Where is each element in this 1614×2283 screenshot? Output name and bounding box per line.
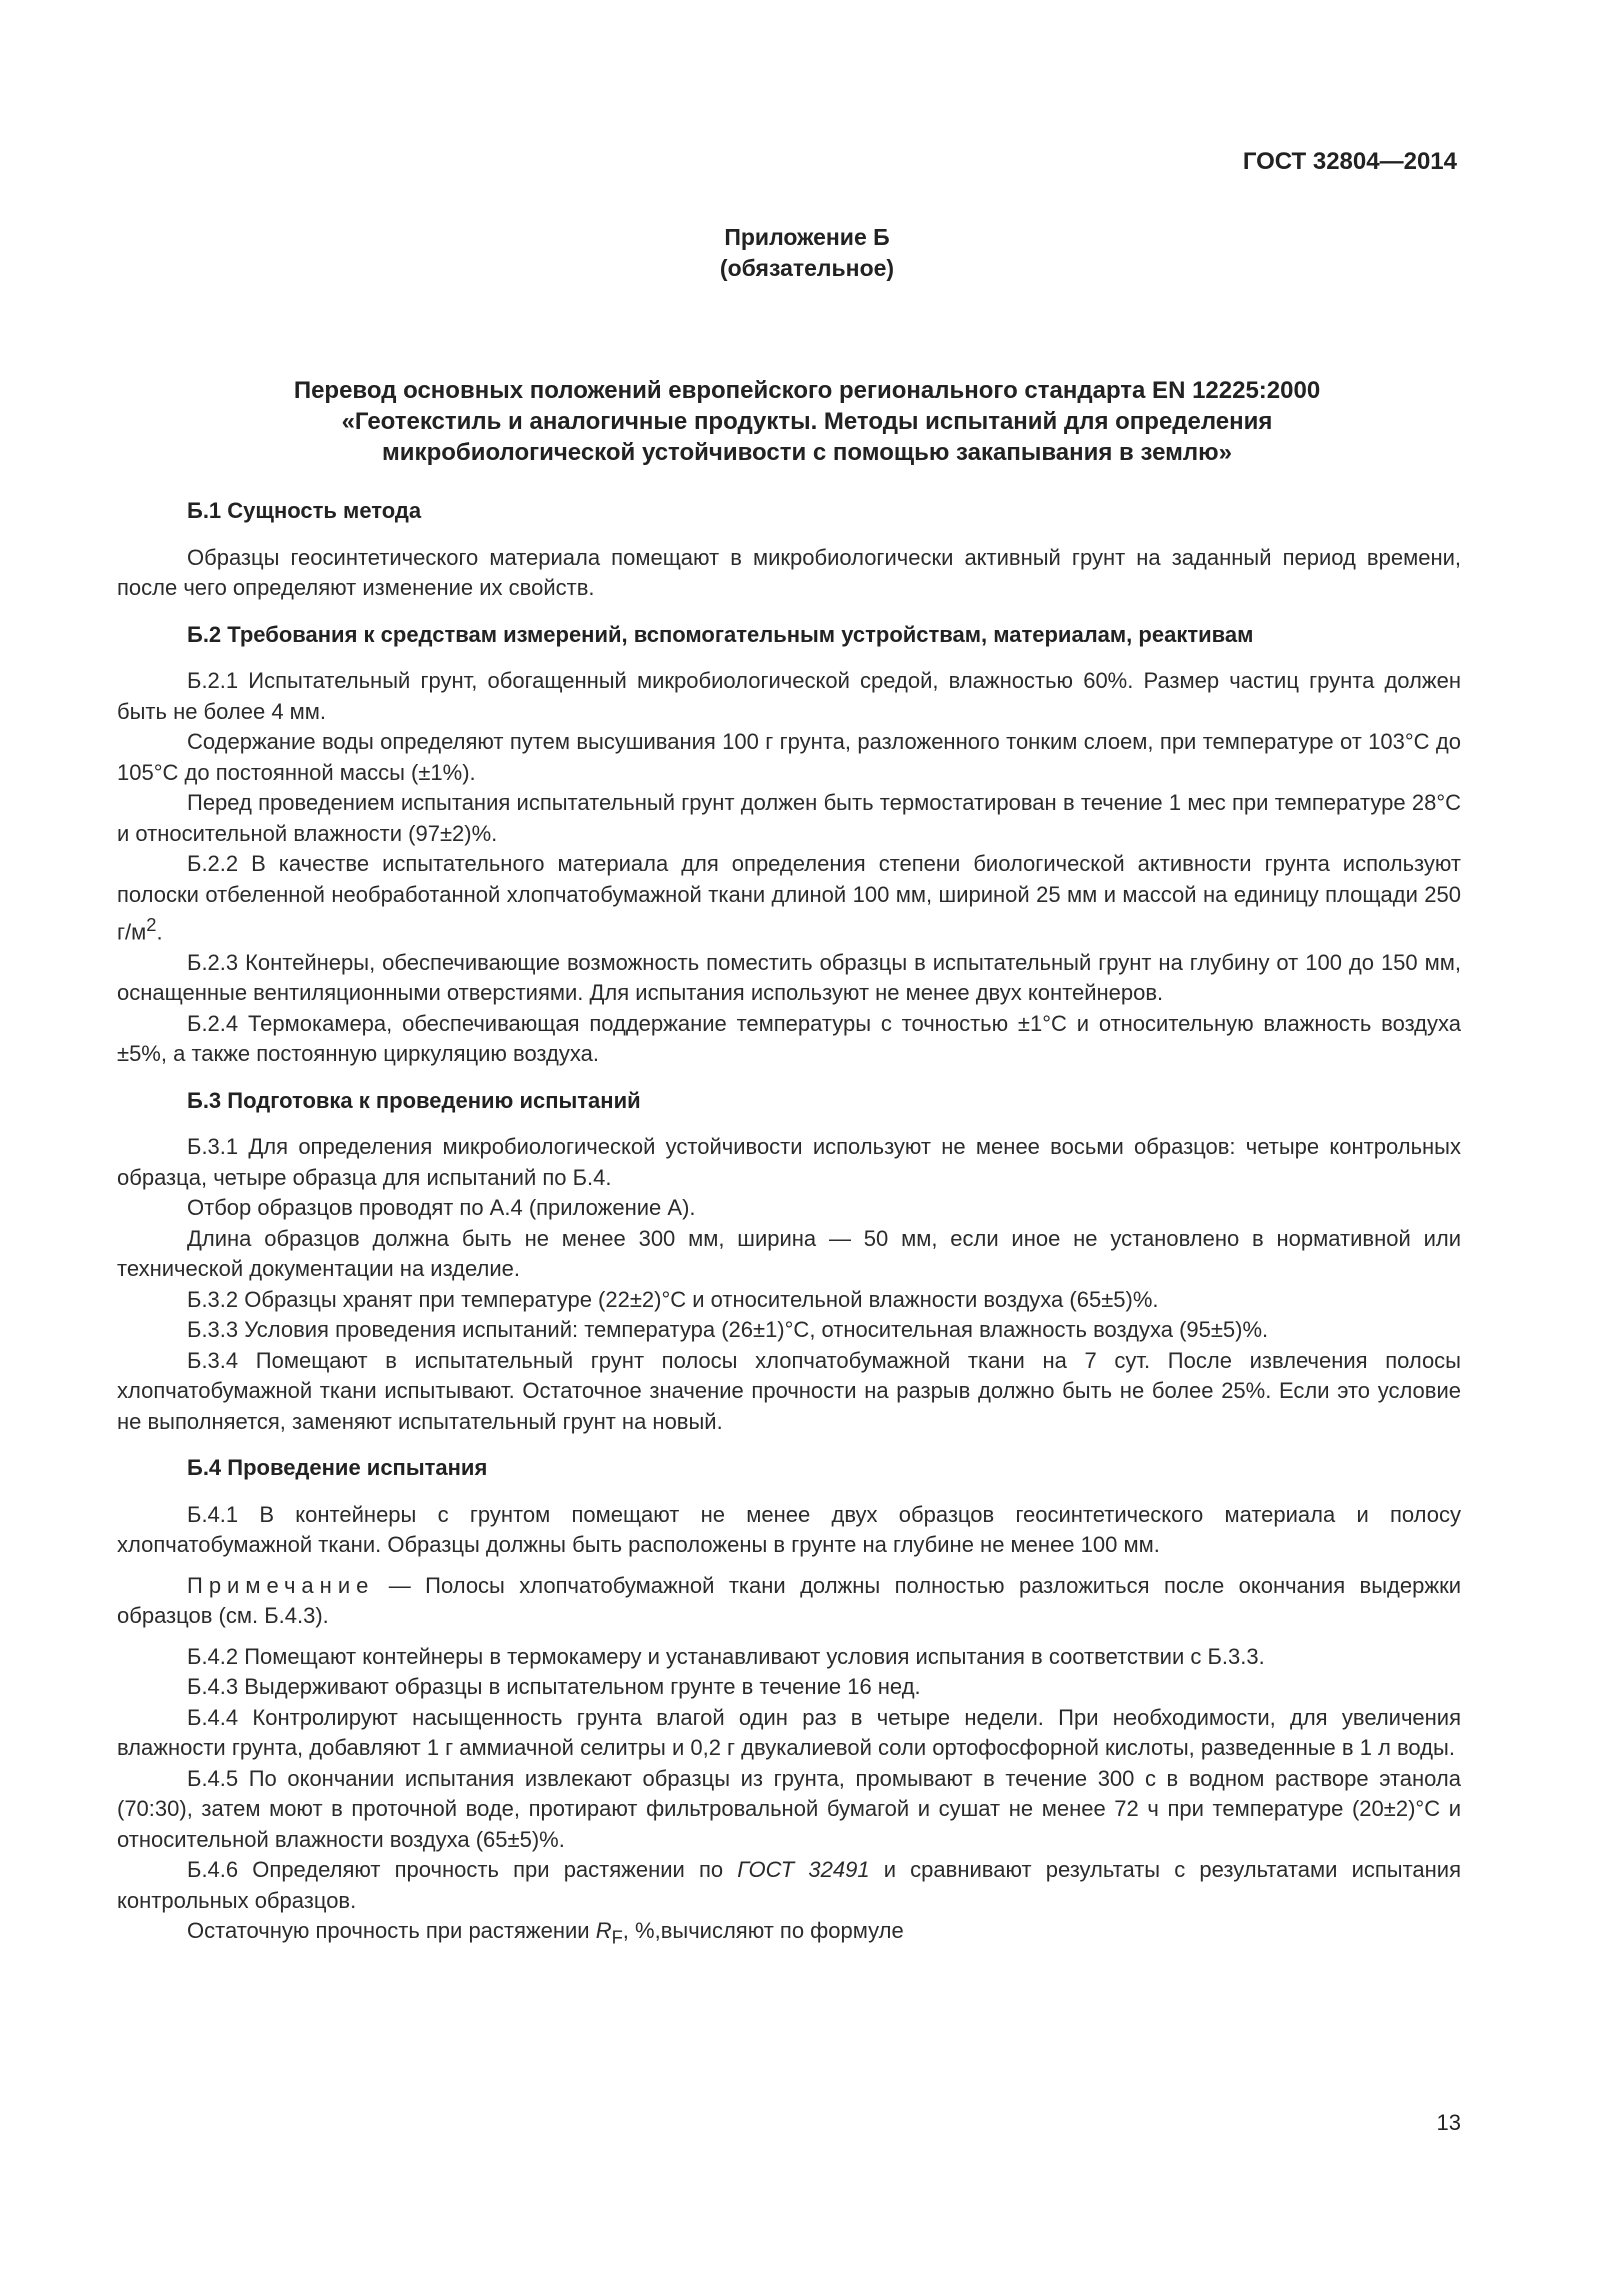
paragraph-text: Б.2.2 В качестве испытательного материала для определения степени биологической активности грунта используют полоски отбеленной необработанной хлопчатобумажной ткани длиной 100 мм, шириной 25 мм и массой на единицу площади 250 г/м [117, 851, 1461, 945]
formula-subscript: F [611, 1926, 623, 1948]
paragraph [117, 1855, 1461, 1916]
paragraph: Отбор образцов проводят по А.4 (приложение А). [187, 1195, 696, 1221]
paragraph: Образцы геосинтетического материала помещают в микробиологически активный грунт на заданный период времени, после чего определяют изменение их свойств. [117, 544, 1461, 600]
paragraph-text: Б.4.6 Определяют прочность при растяжении по [187, 1857, 738, 1883]
paragraph: Длина образцов должна быть не менее 300 мм, ширина — 50 мм, если иное не установлено в нормативной или технической документации на изделие. [117, 1225, 1461, 1282]
paragraph: Б.4.2 Помещают контейнеры в термокамеру и устанавливают условия испытания в соответствии с Б.3.3. [187, 1643, 1265, 1669]
section-heading: Б.3 Подготовка к проведению испытаний [187, 1087, 641, 1113]
annex-heading [0, 222, 1614, 284]
document-title [0, 375, 1614, 468]
note [117, 1571, 1461, 1632]
note-label: Примечание [187, 1572, 375, 1598]
paragraph: Перед проведением испытания испытательный грунт должен быть термостатирован в течение 1 мес при температуре 28°С и относительной влажности (97±2)%. [117, 790, 1461, 846]
paragraph: Б.2.3 Контейнеры, обеспечивающие возможность поместить образцы в испытательный грунт на глубину от 100 до 150 мм, оснащенные вентиляционными отверстиями. Для испытания используют не менее двух контейнеров. [117, 949, 1461, 1006]
section-heading: Б.4 Проведение испытания [187, 1455, 488, 1481]
note-text: — Полосы хлопчатобумажной ткани должны полностью разложиться после окончания выдержки образцов (см. Б.4.3). [117, 1572, 1461, 1629]
paragraph [117, 1916, 1461, 1953]
page-number: 13 [1436, 2110, 1461, 2135]
paragraph-text: , %,вычисляют по формуле [622, 1918, 904, 1944]
paragraph: Б.4.4 Контролируют насыщенность грунта влагой один раз в четыре недели. При необходимости, для увеличения влажности грунта, добавляют 1 г аммиачной селитры и 0,2 г двукалиевой соли ортофосфорной кислоты, разведенные в 1 л воды. [117, 1704, 1461, 1761]
paragraph: Б.4.1 В контейнеры с грунтом помещают не менее двух образцов геосинтетического материала и полосу хлопчатобумажной ткани. Образцы должны быть расположены в грунте на глубине не менее 100 мм. [117, 1501, 1461, 1558]
section-heading: Б.2 Требования к средствам измерений, вспомогательным устройствам, материалам, реактивам [187, 621, 1254, 647]
formula-symbol: R [595, 1918, 612, 1944]
paragraph: Б.3.2 Образцы хранят при температуре (22±2)°С и относительной влажности воздуха (65±5)%. [187, 1286, 1159, 1312]
paragraph: Содержание воды определяют путем высушивания 100 г грунта, разложенного тонким слоем, при температуре от 103°С до 105°С до постоянной массы (±1%). [117, 729, 1461, 785]
title-line: «Геотекстиль и аналогичные продукты. Методы испытаний для определения [341, 408, 1273, 435]
paragraph-text: Остаточную прочность при растяжении [187, 1918, 596, 1944]
paragraph: Б.2.4 Термокамера, обеспечивающая поддержание температуры с точностью ±1°С и относительную влажность воздуха ±5%, а также постоянную циркуляцию воздуха. [117, 1010, 1461, 1067]
paragraph [117, 849, 1461, 948]
section-heading: Б.1 Сущность метода [187, 498, 422, 523]
paragraph: Б.2.1 Испытательный грунт, обогащенный микробиологической средой, влажностью 60%. Размер частиц грунта должен быть не более 4 мм. [117, 668, 1461, 724]
annex-title: Приложение Б [724, 224, 890, 250]
title-line: Перевод основных положений европейского регионального стандарта EN 12225:2000 [293, 377, 1321, 404]
standard-code: ГОСТ 32804—2014 [1242, 148, 1457, 175]
document-body [117, 496, 1461, 1953]
paragraph-text: и сравнивают результаты с результатами испытания контрольных образцов. [117, 1857, 1461, 1913]
paragraph-text: . [156, 919, 163, 945]
paragraph: Б.3.4 Помещают в испытательный грунт полосы хлопчатобумажной ткани на 7 сут. После извлечения полосы хлопчатобумажной ткани испытывают. Остаточное значение прочности на разрыв должно быть не более 25%. Если это условие не выполняется, заменяют испытательный грунт на новый. [117, 1347, 1461, 1434]
title-line: микробиологической устойчивости с помощью закапывания в землю» [382, 439, 1232, 466]
paragraph: Б.3.3 Условия проведения испытаний: температура (26±1)°С, относительная влажность воздуха (95±5)%. [187, 1317, 1269, 1343]
paragraph: Б.4.3 Выдерживают образцы в испытательном грунте в течение 16 нед. [187, 1674, 921, 1700]
paragraph: Б.4.5 По окончании испытания извлекают образцы из грунта, промывают в течение 300 с в водном растворе этанола (70:30), затем моют в проточной воде, протирают фильтровальной бумагой и сушат не менее 72 ч при температуре (20±2)°С и относительной влажности воздуха (65±5)%. [117, 1765, 1461, 1852]
standard-reference: ГОСТ 32491 [737, 1857, 870, 1883]
annex-status: (обязательное) [719, 255, 895, 281]
superscript: 2 [146, 914, 157, 935]
paragraph: Б.3.1 Для определения микробиологической устойчивости используют не менее восьми образцов: четыре контрольных образца, четыре образца для испытаний по Б.4. [117, 1134, 1461, 1190]
